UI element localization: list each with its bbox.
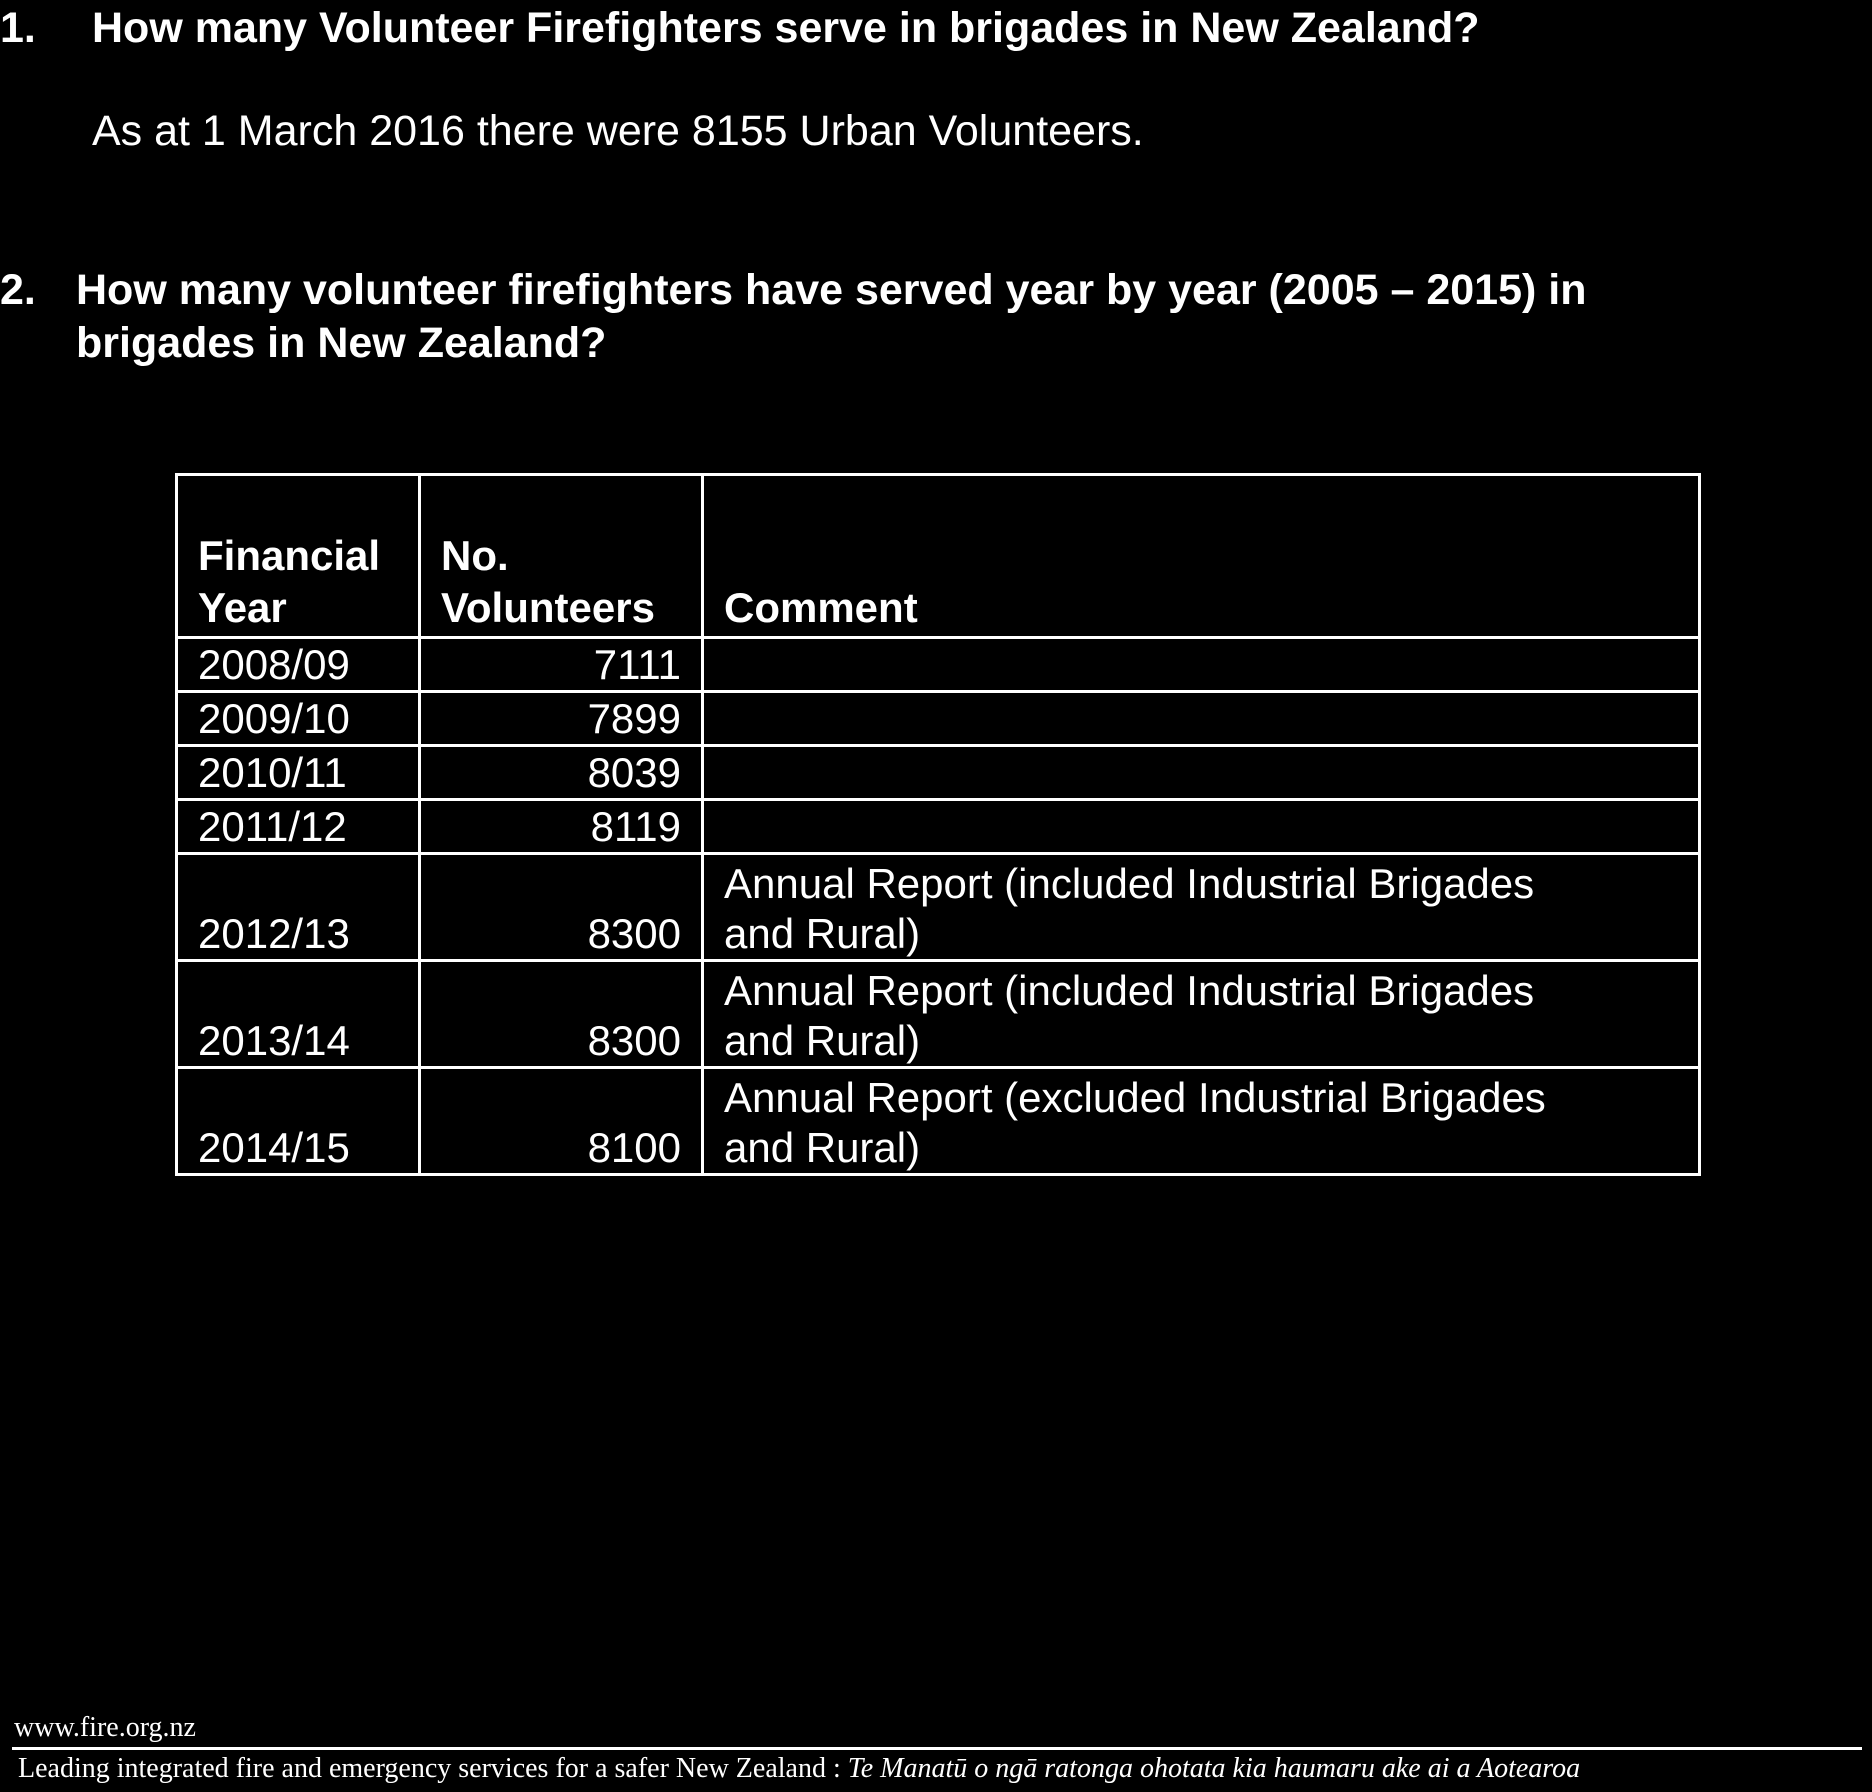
cell-year: 2009/10 xyxy=(177,692,420,746)
cell-comment xyxy=(703,746,1700,800)
cell-volunteers: 8039 xyxy=(420,746,703,800)
cell-volunteers: 8300 xyxy=(420,961,703,1068)
table-row xyxy=(177,746,1700,800)
footer-tagline-english: Leading integrated fire and emergency services for a safer New Zealand : xyxy=(18,1753,848,1784)
footer-tagline-maori: Te Manatū o ngā ratonga ohotata kia haumaru ake ai a Aotearoa xyxy=(847,1753,1581,1784)
volunteers-table xyxy=(175,473,1701,1176)
question-1-answer: As at 1 March 2016 there were 8155 Urban Volunteers. xyxy=(92,107,1144,155)
cell-volunteers: 8300 xyxy=(420,854,703,961)
table-row xyxy=(177,854,1700,961)
header-financial-year: Financial Year xyxy=(177,475,420,638)
footer-divider xyxy=(12,1747,1862,1750)
cell-comment: Annual Report (excluded Industrial Brigades and Rural) xyxy=(703,1068,1700,1175)
table-row xyxy=(177,800,1700,854)
question-2-text-line1: How many volunteer firefighters have served year by year (2005 – 2015) in xyxy=(76,266,1587,314)
cell-volunteers: 8100 xyxy=(420,1068,703,1175)
cell-volunteers: 8119 xyxy=(420,800,703,854)
header-comment: Comment xyxy=(703,475,1700,638)
table-row xyxy=(177,692,1700,746)
question-1-text: How many Volunteer Firefighters serve in brigades in New Zealand? xyxy=(92,4,1480,52)
question-2-number: 2. xyxy=(0,266,36,314)
cell-year: 2011/12 xyxy=(177,800,420,854)
question-1-number: 1. xyxy=(0,4,36,52)
cell-comment xyxy=(703,692,1700,746)
table-row xyxy=(177,1068,1700,1175)
cell-year: 2008/09 xyxy=(177,638,420,692)
footer-tagline xyxy=(18,1752,1580,1786)
cell-comment xyxy=(703,638,1700,692)
cell-comment xyxy=(703,800,1700,854)
table-row xyxy=(177,961,1700,1068)
question-2-text-line2: brigades in New Zealand? xyxy=(76,319,607,367)
cell-comment: Annual Report (included Industrial Brigades and Rural) xyxy=(703,961,1700,1068)
cell-volunteers: 7111 xyxy=(420,638,703,692)
cell-volunteers: 7899 xyxy=(420,692,703,746)
table-row xyxy=(177,638,1700,692)
cell-year: 2013/14 xyxy=(177,961,420,1068)
cell-year: 2010/11 xyxy=(177,746,420,800)
header-no-volunteers: No. Volunteers xyxy=(420,475,703,638)
cell-comment: Annual Report (included Industrial Brigades and Rural) xyxy=(703,854,1700,961)
cell-year: 2014/15 xyxy=(177,1068,420,1175)
footer-url[interactable]: www.fire.org.nz xyxy=(14,1712,196,1743)
cell-year: 2012/13 xyxy=(177,854,420,961)
table-header-row xyxy=(177,475,1700,638)
